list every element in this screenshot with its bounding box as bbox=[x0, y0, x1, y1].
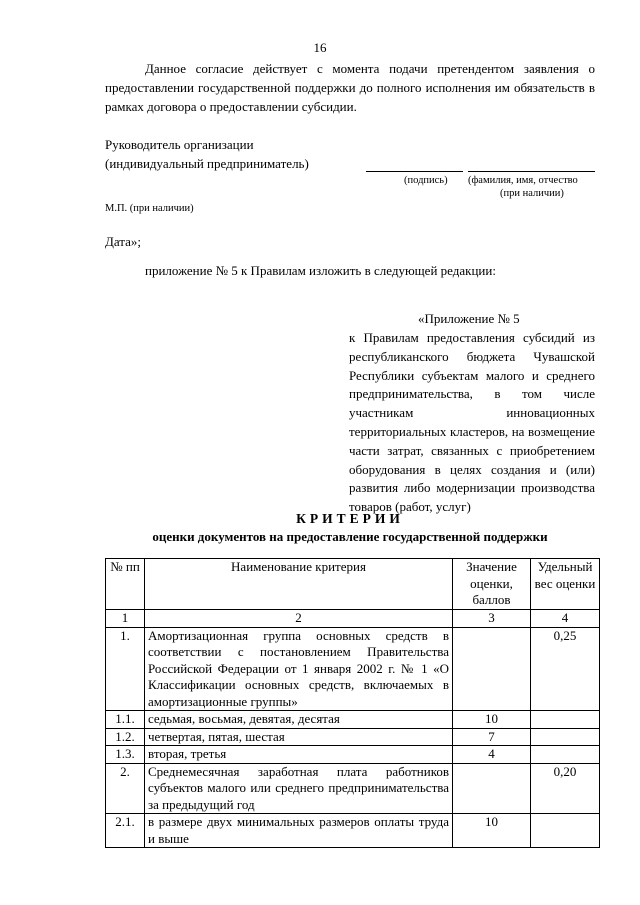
row-number: 2. bbox=[106, 763, 145, 814]
head-label-line2: (индивидуальный предприниматель) bbox=[105, 156, 309, 171]
signature-line bbox=[366, 171, 463, 172]
criterion-weight bbox=[531, 814, 600, 848]
row-number: 1.1. bbox=[106, 711, 145, 729]
appendix-body: к Правилам предоставления субсидий из республиканского бюджета Чувашской Республики субъектам малого и среднего предпринимательства, в том числе участникам инновационных территориальных кластеров, на возмещение части затрат, связанных с приобретением оборудования в целях создания и (или) развития либо модернизации производства товаров (работ, услуг) bbox=[349, 330, 595, 515]
criterion-weight: 0,25 bbox=[531, 627, 600, 711]
column-index: 4 bbox=[531, 610, 600, 628]
criterion-value bbox=[453, 627, 531, 711]
header-value: Значение оценки, баллов bbox=[453, 559, 531, 610]
criterion-weight bbox=[531, 746, 600, 764]
stamp-label: М.П. (при наличии) bbox=[105, 203, 194, 214]
row-number: 2.1. bbox=[106, 814, 145, 848]
consent-paragraph: Данное согласие действует с момента подачи претендентом заявления о предоставлении государственной поддержки до полного исполнения им обязательств в рамках договора о предоставлении субсидии. bbox=[105, 61, 595, 114]
table-row bbox=[106, 763, 600, 814]
name-caption-line2: (при наличии) bbox=[500, 188, 564, 199]
criterion-value: 10 bbox=[453, 711, 531, 729]
criterion-name: в размере двух минимальных размеров оплаты труда и выше bbox=[145, 814, 453, 848]
criteria-subtitle: оценки документов на предоставление государственной поддержки bbox=[152, 529, 548, 544]
date-label: Дата»; bbox=[105, 234, 142, 249]
table-row bbox=[106, 814, 600, 848]
column-index: 2 bbox=[145, 610, 453, 628]
table-row bbox=[106, 746, 600, 764]
table-row bbox=[106, 728, 600, 746]
criterion-name: Амортизационная группа основных средств в соответствии с постановлением Правительства Российской Федерации от 1 января 2002 г. № 1 «О Классификации основных средств, включаемых в амортизационные группы» bbox=[145, 627, 453, 711]
column-index-row bbox=[106, 610, 600, 628]
amendment-text: приложение № 5 к Правилам изложить в следующей редакции: bbox=[145, 263, 496, 278]
signature-caption: (подпись) bbox=[404, 175, 448, 186]
table-row bbox=[106, 711, 600, 729]
column-index: 3 bbox=[453, 610, 531, 628]
appendix-title: «Приложение № 5 bbox=[418, 311, 520, 326]
name-line bbox=[468, 171, 595, 172]
row-number: 1. bbox=[106, 627, 145, 711]
header-row bbox=[106, 559, 600, 610]
header-num: № пп bbox=[106, 559, 145, 610]
row-number: 1.3. bbox=[106, 746, 145, 764]
criterion-weight: 0,20 bbox=[531, 763, 600, 814]
row-number: 1.2. bbox=[106, 728, 145, 746]
criteria-table bbox=[105, 558, 600, 848]
criterion-value: 4 bbox=[453, 746, 531, 764]
criterion-weight bbox=[531, 728, 600, 746]
name-caption-line1: (фамилия, имя, отчество bbox=[468, 175, 578, 186]
criterion-value: 10 bbox=[453, 814, 531, 848]
criterion-value bbox=[453, 763, 531, 814]
criterion-name: четвертая, пятая, шестая bbox=[145, 728, 453, 746]
head-label-line1: Руководитель организации bbox=[105, 137, 254, 152]
criterion-name: Среднемесячная заработная плата работников субъектов малого или среднего предпринимательства за предыдущий год bbox=[145, 763, 453, 814]
criteria-title: КРИТЕРИИ bbox=[296, 511, 404, 526]
table-row bbox=[106, 627, 600, 711]
header-name: Наименование критерия bbox=[145, 559, 453, 610]
criterion-name: седьмая, восьмая, девятая, десятая bbox=[145, 711, 453, 729]
criterion-name: вторая, третья bbox=[145, 746, 453, 764]
column-index: 1 bbox=[106, 610, 145, 628]
header-weight: Удельный вес оценки bbox=[531, 559, 600, 610]
page-number: 16 bbox=[313, 40, 327, 55]
criterion-weight bbox=[531, 711, 600, 729]
criterion-value: 7 bbox=[453, 728, 531, 746]
